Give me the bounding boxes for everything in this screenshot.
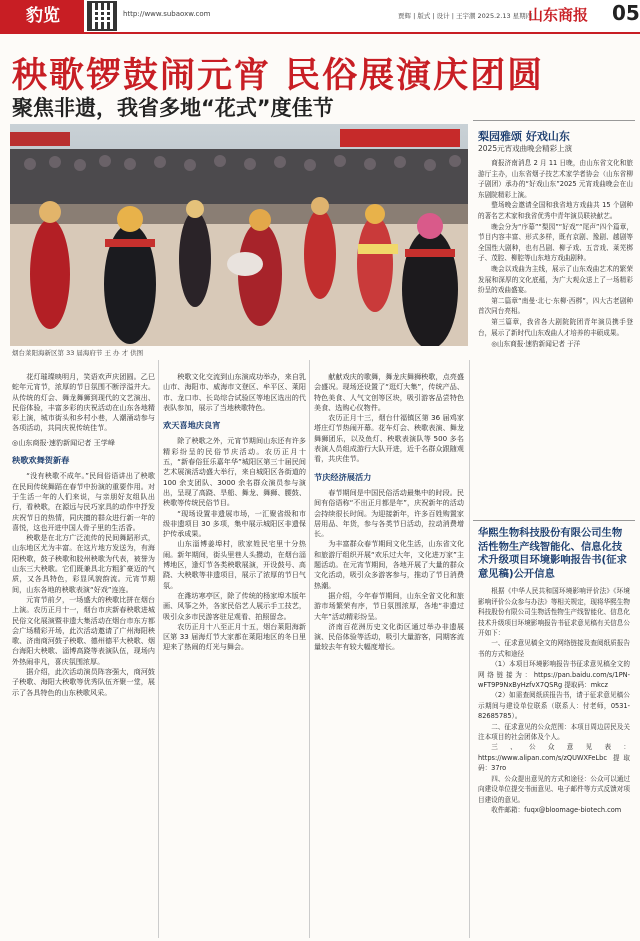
article-column-1 <box>12 372 155 938</box>
section-heading: 秧歌欢舞贺新春 <box>12 455 70 466</box>
paragraph: 除了秧歌之外，元宵节期间山东还有许多精彩纷呈的民俗节庆活动。农历正月十五，“新春俗狂乐嘉年华”城阳区第三十届民间艺术展演活动盛大举行，来自城阳区各街道的 100 余支团队、3000 余名群众演员参与演出，呈现了高跷、旱船、舞龙、舞狮、腰鼓、秧歌等传统民俗节目。 <box>163 436 306 508</box>
column-divider <box>309 360 310 938</box>
paragraph: 据介绍，今年春节期间，山东全省文化和旅游市场繁荣有序，节日氛围浓厚，各地“非遗过大年”活动精彩纷呈。 <box>314 590 464 621</box>
article-column-2 <box>163 372 306 938</box>
column-divider <box>158 360 159 938</box>
paragraph: “现场设置非遗展市场，一汇聚省级和市级非遗项目 30 多项，集中展示城阳区非遗保护传承成果。 <box>163 508 306 539</box>
sidebar-rule <box>473 120 635 121</box>
photo-caption: 烟台莱阳海新区第 33 届海府节 王 办 才 供图 <box>12 349 144 357</box>
sub-headline: 聚焦非遗，我省多地“花式”度佳节 <box>12 96 334 120</box>
festival-photo <box>10 124 468 346</box>
section-label: 豹览 <box>0 0 84 32</box>
page-number: 05 <box>612 1 640 25</box>
paragraph: 晚会分为“序幕”“梨园”“好戏”“尾声”四个篇章，节目内容丰富、形式多样，既有京剧、豫剧、越剧等全国性大剧种，也有吕剧、柳子戏、五音戏、莱芜梆子、茂腔、柳腔等山东地方戏曲剧种。 <box>478 222 633 263</box>
paragraph: 三、公众意见表：https://www.alipan.com/s/zQUWXFeLbc 提取码：37ro <box>478 743 630 773</box>
paragraph: 据介绍，此次活动演员阵容强大，商河鼓子秧歌、海阳大秧歌等优秀队伍齐聚一堂，展示了各具特色的山东秧歌风采。 <box>12 667 155 697</box>
paragraph: 山东淄博姜埠村，欧家姓民宅里十分热闹。新年期间，街头里巷人头攒动，在烟台淄博地区，逢灯节各类秧歌展演，开设鼓号、高跷、大秧歌等非遗项目，展示了浓厚的节日气氛。 <box>163 539 306 590</box>
article-column-3 <box>314 372 464 938</box>
notice-title: 华熙生物科技股份有限公司生物活性物生产线智能化、信息化技术升级项目环境影响报告书(征求意见稿)公开信息 <box>478 527 627 580</box>
paragraph: 农历正月十三，烟台什福镇区第 36 届鸡家塔庄灯节热闹开幕。花车灯会、秧歌表演、舞龙舞狮团乐，以及鱼灯、秧歌表演队等 500 多名表演人员组成游行大队开进，近千名群众跟随观看，共庆佳节。 <box>314 413 464 464</box>
paragraph: 为丰富群众春节期间文化生活，山东省文化和旅游厅组织开展“欢乐过大年，文化进万家”主题活动。在元宵节期间，各地开展了大量的群众文化活动，吸引众多游客参与，推动了节日消费热潮。 <box>314 539 464 590</box>
paragraph: 商报济南消息 2 月 11 日晚，由山东省文化和旅游厅主办，山东省烟子技艺术家学者协会（山东省柳子剧团）承办的“好戏山东”2025 元宵戏曲晚会在山东剧院精彩上演。 <box>478 159 633 199</box>
sidebar-subtitle: 2025元宵戏曲晚会精彩上演 <box>478 144 573 153</box>
website-url: http://www.subaoxw.com <box>123 10 211 18</box>
paragraph: 在潍坊寒亭区，除了传统的杨家埠木版年画、风筝之外，各家民俗艺人展示手工技艺，吸引众多市民游客驻足观看、拍照留念。 <box>163 590 306 621</box>
paragraph: 晚会以戏曲为主线，展示了山东戏曲艺术的繁荣发展和深厚的文化底蕴，为广大观众送上了一场精彩纷呈的戏曲盛宴。 <box>478 264 633 295</box>
paragraph: （1）本项目环境影响报告书征求意见稿全文的网络链接为：https://pan.baidu.com/s/1PN-wFT9P9NxByHzfvX7QSRg 提取码：mkcz <box>478 660 630 690</box>
paragraph: 第三篇章，我省各大剧院院团青年演员携手登台，展示了新时代山东戏曲人才培养的丰硕成果。 <box>478 317 633 337</box>
paragraph: 四、公众提出意见的方式和途径：公众可以通过向建设单位提交书面意见、电子邮件等方式反馈对项目建设的意见。 <box>478 774 630 804</box>
paragraph: 根据《中华人民共和国环境影响评价法》《环境影响评价公众参与办法》等相关规定，现将华熙生物科技股份有限公司生物活性物生产线智能化、信息化技术升级项目环境影响报告书征求意见稿有关信息公开如下： <box>478 587 630 637</box>
paragraph: 农历正月十八至正月十五，烟台莱阳海新区第 33 届海灯节大家都在莱阳地区的冬日里迎来了热闹的灯光与舞会。 <box>163 621 306 652</box>
paragraph: 献献戏庆的歌舞，舞龙庆舞狮秧歌，点亮盛会盛况。现场还设置了“逛灯大集”，传统产品、特色美食、人气文创等区块，吸引游客品尝特色美食、选购心仪物件。 <box>314 372 464 412</box>
page-header <box>0 0 640 32</box>
main-headline: 秧歌锣鼓闹元宵 民俗展演庆团圆 <box>12 55 545 96</box>
qr-code-icon <box>87 1 117 31</box>
paragraph: 第二篇章“南曼·北七·东柳·西梆”，四大古老剧种首次同台亮相。 <box>478 296 633 316</box>
paragraph: “没有秧歌不成年。”民间俗语讲出了秧歌在民间传统舞蹈在春节中扮演的重要作用。对于生活一年的人们来说，与亲朋好友组队出行，看秧歌，在源远与民巧家具的动作中抒发庆祝节日的热情，同庆擅的群众进行新一年的喜悦，这也开进中国人骨子里的生活香。 <box>12 471 155 532</box>
paragraph: 一、征求意见稿全文的网络链接及查阅纸质报告书的方式和途径 <box>478 639 630 658</box>
sidebar-title: 梨园雅颂 好戏山东 <box>478 130 570 143</box>
byline: ◎山东商报·速豹新闻记者 王学峰 <box>12 437 115 447</box>
performers-illustration <box>10 124 468 346</box>
public-notice <box>473 520 635 937</box>
paragraph: 秧歌是在北方广泛流传的民间舞蹈形式，山东地区尤为丰富。在这片地方发送为，有海阳秧歌，鼓子秧歌和胶州秧歌为代表，被誉为山东三大秧歌。它们既兼具北方粗犷豪迈的气质，又各具特色，彩显风貌韵流。元宵节期间，山东各地的秧歌表演“好戏”连连。 <box>12 533 155 594</box>
paragraph: 春节期间是中国民俗活动最集中的时段。民间有俗语称“不出正月都是年”，庆祝新年的活动会持续很长时间。为迎接新年，许多百姓购置家居用品、年货，参与各类节日活动，拉动消费增长。 <box>314 487 464 539</box>
column-divider <box>469 360 470 938</box>
section-heading: 欢天喜地庆良宵 <box>163 420 221 431</box>
paragraph: （2）如需查阅纸质报告书，请于征求意见稿公示期间与建设单位联系（联系人：付老师，0531-82685785）。 <box>478 691 630 721</box>
paragraph: 二、征求意见的公众范围：本项目周边居民及关注本项目的社会团体及个人。 <box>478 722 630 742</box>
paragraph: 秧歌文化交流到山东演成功举办，来自乳山市、海阳市、威海市文登区、牟平区、莱阳市、龙口市、长岛综合试验区等地区选出的代表队参加，展示了当地秧歌特色。 <box>163 372 306 412</box>
paragraph: 元宵节前夕，一场盛大的秧歌比拼在烟台上演。农历正月十一，烟台市庆新春秧歌进城民俗文化展演暨非遗大集活动在烟台市东方都会广场精彩开场，此次活动邀请了广州海阳秧歌、济南商河鼓子秧歌、德州德平大秧歌、烟台海阳大秧歌、淄博高跷等表演队伍，现场内外热闹非凡，喜庆氛围浓厚。 <box>12 594 155 666</box>
newspaper-name: 山东商报 <box>528 6 589 24</box>
paragraph: 收件邮箱：fuqx@bloomage-biotech.com <box>491 805 622 814</box>
byline: ◎山东商报·速豹新闻记者 于洋 <box>491 340 581 349</box>
header-rule <box>0 32 640 34</box>
notice-body <box>478 586 630 815</box>
section-heading: 节庆经济展活力 <box>314 471 372 482</box>
paragraph: 整场晚会邀请全国和我省地方戏曲共 15 个剧种的著名艺术家和我省优秀中青年演员联袂献艺。 <box>478 201 633 220</box>
edition-meta: 贾辉 | 版式 | 设计 | 王宇潮 2025.2.13 星期四 <box>398 12 533 20</box>
sidebar-article <box>478 158 633 476</box>
paragraph: 济南百花洲历史文化街区通过举办非遗展演、民俗体验等活动，吸引大量游客，同期客流量较去年有较大幅度增长。 <box>314 621 464 652</box>
intro-paragraph: 花灯璀璨映明月，笑语欢声庆团圆。乙巳蛇年元宵节，浓厚的节日氛围不断浮溢井大。从传统的灯会、舞龙舞狮到现代的文艺演出、民俗体验，丰富多彩的庆祝活动在山东各地精彩上演，城市街头和乡村小巷，人潮涌动参与各项活动，共同庆祝传统佳节。 <box>12 372 155 433</box>
